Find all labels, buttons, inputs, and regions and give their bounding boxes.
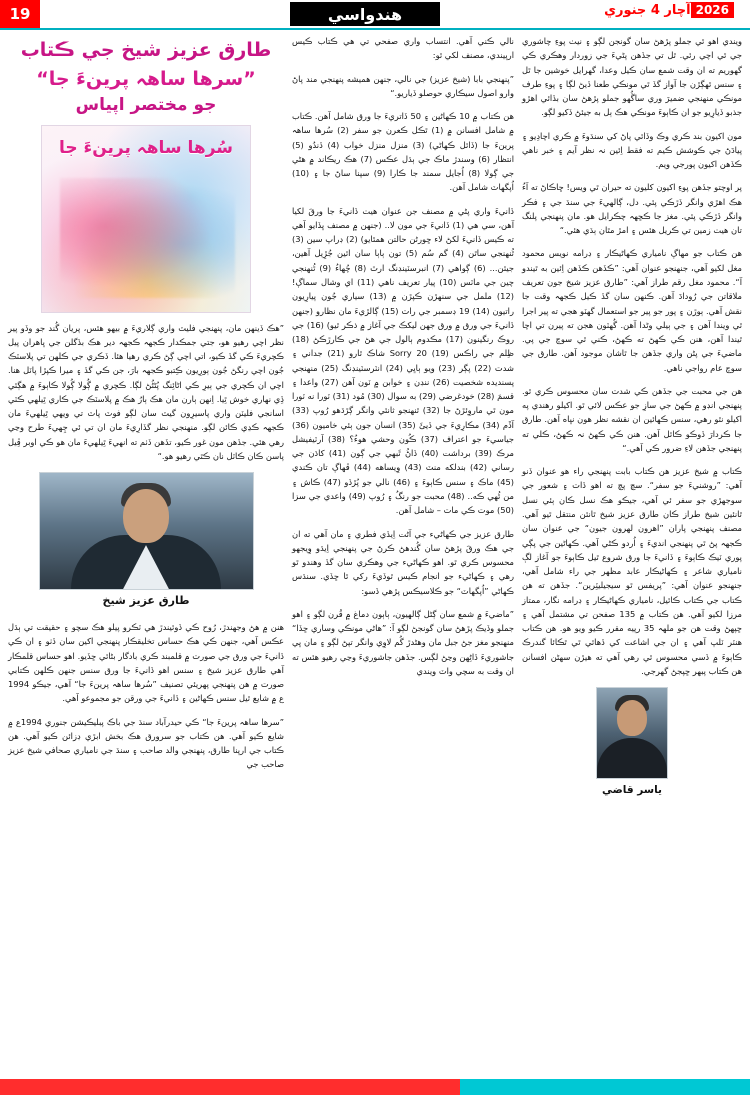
reviewer-photo-body [597,738,667,778]
col1-para-6: ڪتاب ۾ شيخ عزيز هن ڪتاب بابت پنهنجي راء هو عنوان ڏنو آهي: ”روشنيءَ جو سفر“. سچ پچ ته اهو ڏات ۽ شعور جي سوجهڙي جو سفر ئي آهي، جيڪو هڪ نسل ڪان ٻئي نسل ٿانئين شيخ طراز ڪان طارق عزيز شيخ ٿانئن منتقل ٿيو آهي. مصنف پنهنجي پاران ”اهرون لهرون جيون“ جي عنوان سان ڪجهہ پڻ ٿي پنهنجي انديءَ ۽ اُردو ڪڻي آهي. ڪهاڻين جي پڳي پوري ٽيڪ ڪاٻوءَ ۽ ڏانيءَ جا ورق شروع ٿيل ڪاٻوءَ جو آغاز لڳ نامياري شاعر ۽ ڪهاڻيڪار عابد مظهر جي راء شامل آهي، جنهنجو عنوان آهي: ”پريفس ٿو سيجيليٽِرين“. جڏهن ته هن ڪتاب جي ڪتاب ڪائيل، نامياري ڪهاڻيڪار ۽ ڊرامه نگار، ممتاز مرزا لکيو آهي. هن ڪتاب ۾ 135 صفحن تي مشتمل آهي ۽ ڇپهڻ وقت هن جو ملهہ 35 رپيه مقرر ڪيو ويو هو. هن ڪتاب هنٽر ٽلپ آهي ۽ ان جي اشاعت کي ڏهائي ٿي ٿڪائا گندرڪ ڪاٻوءَ ۾ ڏسي محسوس ٿي رهي آهي ته هيڙن سهڻن افسانن هن ڪتاب پبهر ڇپجڻ گهرجي. [522,466,742,676]
col1-para-3: پر اوچتو جڏهن پوءِ اکيون کليون ته حيران ٿي ويس! ڇاڪاڻ ته آءُ هڪ اهڙي وانگر ڏڙڪي پئي. دل، ڳالهيءَ جي سنڌ جي ۽ فڪر وانگر ڏڙڪي پئي. مغز جا ڪڇهہ چڪرايل هو. مان پنهنجي پلنگ تان هيٺ زمين تي ڪريل هئس ۽ امڙ مٿان ٻڌي هئي.“ [522,182,742,236]
book-cover-title: سُرھا ساهہ پرينءَ جا [58,137,234,158]
reviewer-photo-face [617,700,647,736]
page-number: 19 [0,0,40,28]
headline-line-2: ”سرھا ساهہ پرينءَ جا“ [36,67,256,90]
headline-line-3: جو مختصر اپياس [75,95,217,115]
column-one [522,34,742,799]
article-headline [8,34,284,119]
author-photo-face [123,489,169,543]
col2-para-6: ”ماضيءَ ۾ شمع سان ڳڻل ڳالهيون، ٻاٻون دماغ ۾ قُرن لڳو ۽ اهو جملو وڏيڪ پڙهڻ سان گونجڻ لڳو آ: ”هاڻي مونڪي وساري ڇڏا“ منهنجو مغز جڻ جبل مان وهڻدڙ گُم لاوِي وانگر تپڻ لڳو ۽ مان ڀي جاشوريءَ ڏاڻِهن وڃڻ لڳس. جڏهن جاشوريءَ وڃي رهيو هئس ته ان وقت به سچي واٽ ويندي [292,608,514,676]
masthead-logo: هندواسي [290,2,440,26]
reviewer-name: ياسر قاضي [602,784,662,797]
col2-para-3: هن ڪتاب ۾ 10 ڪهاڻين ۽ 50 ڏاتريءَ جا ورق شامل آهن. ڪتاب ۾ شامل افسانن ۾ (1) ٿڪل ڪعرن جو سفر (2) سُرھا ساهہ پرينءَ جا (ڏائل ڪهاڻي) (3) منزل منزل خواب (4) ڏندُو (5) انتظار (6) وسندڙ ماڪ جي ٻڌل عڪس (7) هڪ ريڪاند ۾ هڻي جي ڳولا (8) اُجايل سمند جا ڪارا (9) سپنا ساڻ جا ۽ (10) اُپگهاٽ شامل آهن. [292,111,514,193]
col2-para-1: نالي ڪني آهي. انتساب واري صفحي تي هي ڪتاب ڪيس ارپيندي، مصنف لکي ٿو: [292,36,514,61]
column-two [292,34,514,687]
cover-artwork [60,178,235,298]
col1-para-4: هن ڪتاب جو مهاڳ نامياري ڪهاڻيڪار ۽ ڊرامه نويس محمود مغل لکيو آهي، جنهنجو عنوان آهي: ”ڪڏهن ڪڏهن اِئين به ٿيندو آ“. محمود مغل رقم طراز آهي: ”طارق عزيز شيخ جون تعريف ملاقاتن جي رُودادَ آهن. ڪنهن سان گڏ ڪيل ڪجهہ وقت جا نقش آهي. ٻوڙن ۽ پور جو پير جو استعمال گهٽو هجي ته پير اجرا ٿي ويندا آهن ۽ جي ٻيلي وڻدا آهن. گُهٽون هجن ته پيرن تي اچا ٿيندا آهن، هنن ڪي ڪهڻ ته ڪهڻ، ڪني ٿي سوچ جي پي. ماضيءَ جي پڻن واري جڏهن جا ٿاشان موجود آهن. طارق جي سوچ عام رواجي ناهي. [522,248,742,373]
col2-para-5: طارق عزيز جي ڪهاڻيء جي آڻت اِيڏي فطري ۽ مان آهي ته ان جي هڪ ورقَ پڙهڻ سان گُندهڻ ڪرڻ جي پنهنجي اِيڌو وِيجهو محسوس ڪري ٿو. اهو ڪهاڻيء جي وهڪري سان گڏ وهندو ٿو رهي ۽ ڪهاڻيء جو انجام ڪيس ٿوڏيءَ رکي ٿا ڇڏي. سنڌس ڪهاڻي ”اُپگهاٽ“ جو ڪلاسيڪس پڙهي ڏسو: [292,528,514,596]
author-photo [39,472,254,590]
footer-bar-cyan [460,1079,750,1095]
col1-para-1: ويندي اهو ٿي جملو پڙهڻ سان گونجن لڳو ۽ نيٺ پوءِ چاشوري جي ٿي اچي رئي. ٿل تي جڏهن پڻيءَ جي زوردار وهڪري ڪي گهوريم ته ان وقت شمع سان ڪيل وعدا، گهرايل خوشين جا ٿل ۽ سنس ٿهڳڙن جا آواز گڏ ٿي مونڪي طعنا ڏيڻ لڳا ۽ پوءِ طرف مونڪي منهنجي ضميرَ وري ساڱُهو جملو پڙهڻ سان بڏائي اهڙو جذبو ڏيارِيو جو ان ڪاٻوءَ مونڪي هڪ ٻل به جيئڻ ڏکيو لڳو. [522,36,742,118]
footer-margin [0,1095,750,1109]
col3-para-1: ”هڪ ڏينهن مان، پنهنجي فليٽ واري ڳلاريءَ ۾ بيهو هئس، پريان گُند جو وڏو پير نظر اچي رهيو هو، جتي جمڪدار ڪجهہ ڪجهہ دير هڪ بڏگلن جي ڀاهران پيل ڪچريءَ ڪي گڏ ڪيو، اتي اچي ڳڻ ڪري رهيا هئا. ڏڪري جي ڪلهن تي پلاسٽڪ جُون اچي رنگڻ جُون ٻورِيون ڪِتبو ڪجهہ بارَ، جن ڪي گڏ ۽ ميرا ڪپڙا پاٽل هنا. اچي ان ڪچري جي ٻيرِ ڪي اڻائِنگ پُڻڻُڻ لڳا. ڪچري ۾ ڳُولا ڳُولا ڪاٻوءَ ۾ هڳئي ڏِي نهاري خوش ٿِيا. اِنهن ٻارن مان هڪ ٻارُ هڪ ۾ پلاسٽڪ جي ڪاري ٿِيلهي ڪٽي اسانجي فليٽن واري پاسيرِون گيٽ سان لڳو فوٽ پاٽ تي ويهي ٿِيلهيءَ مان ڪجهہ ڪڍي ڪائن لڳو. منهنجي نظر گڏارِيءَ مان ان تي ئي ڄِهيءَ طرح وڃي رهي هئي. جڏهن مون غور ڪيو، تڏهن ڏٺم ته انهيءَ ٿِيلهيءَ مان هو ڪي اوبر ڦِيل پاسن ڪان ڪاٽل نان ڪٿي رهيو هو.“ [8,322,284,461]
author-photo-caption: طارق عزيز شيخ [102,594,190,608]
col3-para-2: هنن ۾ هڻ وجهندڙ، رُوح ڪي ڏوئيندڙ هي ٽڪرو پيلو هڪ سچو ۽ حقيقت تي ٻڌل عڪس آهي، جنهن ڪي هڪ حساس تخليقڪار پنهنجي اکين سان ڏٺو ۽ ان ڪي ڏانيءَ جي ورق جي صورت ۾ قلمبند ڪري بادگار بڻائي ڇڏيو. اهو حساس قلمڪار آهي طارق عزيز شيخ ۽ سنس اهو ڏانيءَ جا ورق سنس جنهن ڪلهن ڪتابي صورت ۾ هن پنهنجي پهريئي تصنيف ”سُرھا ساهہ پرينءَ جا“ آهي، جيڪو 1994 ع ۾ شايع ٿيل سنس ڪهاڻين ۽ ڏانيءَ جي ورقن جو مجموعو آهي. [8,622,284,704]
headline-line-1: طارق عزيز شيخ جي ڪتاب [20,39,272,61]
issue-date [604,3,740,18]
col2-para-2: ”پنهنجي بابا (شيخ عزيز) جي نالي، جنهن هميشه پنهنجي مند پاڻ وارو اصول سيڪاري حوصلو ڏياريو.“ [292,73,514,98]
reviewer-photo [596,687,668,779]
article-body [0,34,750,1084]
header-divider [0,28,750,30]
book-cover-image [41,125,251,313]
footer-bar-red [0,1079,460,1095]
col1-para-2: مون اکيون بند ڪري وڪ وڏائي پاڻ کي سنڌوءَ ۾ ڪري اچادِيو ۽ پيادَڻ جي ڪوشش ڪيم ته فقط اِئين نہ نظر آيم ۽ خبر ناهي ڪڏهن اکيون پورجي ويم. [522,130,742,170]
col1-para-5: هن جي محبت جي جڏهن ڪي شدت سان محسوس ڪري ٿو. پنهنجي انڊو ۾ ڪهڻ جي سازِ جو عڪس لائي ٿو. اکيلو رهندي په اکيلو نٿو رهي، سنس ڪهائين ان نقشه نظر هون نڀاه آهن. طارق جا ڪردارَ ڏوڪو ڪائل آهن. هنن ڪي ڪهڻ نہ ڪهڻ، ڪلي ته پنهنجي جڏهن لاءِ ضرور ڪي آهي.“ [522,385,742,453]
column-three [8,34,284,781]
col2-para-4: ڏانيءَ واري پڻي ۾ مصنف جن عنوان هيٺ ڏانيءَ جا ورقَ لکيا آهن، سي هي (1) ڏانيءَ جي مون لا.. (جنهن ۾ مصنف ڀڏايو آهي ته ڪيس ڏانيءَ لکڻ لاء ڇورڻن حالتن همٿايو) (2) ڊراپ سين (3) ٿُنهنجي ساٿن (4) گم سُم (5) تون ٻاٻا سان ائين جُڙِيل آهين، جيئن... (6) ڳواهي (7) انبرسٽينڊنگ ارٿ (8) چُهاءُ (9) ٿُنهنجي چين جي ماٽس (10) پيار تعريف ناهي (11) اي وشال سماڳ! (12) ململ جي سنهڙن ڪپڙن ۾ (13) سياري جُون پيارِيون راتيون (14) 19 ڊسمبر جي رات (15) ڳالڙيءَ مان نظارو (جنهن ڏانيءَ جي ورق ۾ ورق جهن ليکڪ جي آغاز ۾ ذڪر ٿيو) (16) جي روڪ رنگينون (17) مڪدوم ٻالول جي هڻ جي ڪارڙڪڻ (18) ظِلم جي راڪس (19) 20 Sorry شاڪ ٿارو (21) جداني ۽ شدت (22) پڳر (23) ويو ٻاڀي (24) انٽرسٽينڊنگ (25) منهنجي پسنديده شخصيت (26) ننڊن ۽ خوابن ۾ ٽون آهن (27) واعدا ۽ قسمَ (28) خودغرضي (29) به سوال (30) مُود (31) ٽورا نه ٽورا مون ٿي ماروِئڙڻ جا (32) ٿنهنجو ثانئي وانگر ڳڙڌهو رُوپ (33) آڏَم (34) مڪارِيءَ جي ڏيئَ (35) انسان جون ٻئي خاميون (36) جياسيءَ جو اعتراف (37) ڪُون وحشي هوءُ؟ (38) آرٽيفيشل مرڪ (39) برداشت (40) ڏاڻُ ٿَبهي جي ڳون (41) کاڌن جي رساني (42) بندلکه منٽ (43) وِيساهه (44) ڦهاڳ تان ڪندي (45) ماڪ ۽ سنس ڪاٻوءَ ۽ (46) نالي جو پُڙڏو (47) ڪاش ۽ من ٿُهي ڪه.. (48) محبت جو رنگُ ۽ رُوپ (49) واعدي جي سزا (50) موت ڪي مات – شامل آهن. [292,205,515,516]
issue-year: 2026 [691,2,734,18]
col3-para-3: ”سرها ساهہ پرينءَ جا“ ڪي حيدرآباد سنڌ جي باڪ پبليڪيشن جنوري 1994ع ۾ شايع ڪيو آهي. هن ڪتاب جو سرورق هڪ بخش ابڙي ڊزائن ڪيو آهي. هن ڪتاب جي ارپنا طارق، پنهنجي والد صاحب ۽ سنڌ جي نامياري صحافي شيخ عزيز صاحب جي [8,716,284,770]
issue-date-text: آچار 4 جنوري [604,3,691,18]
page-header [0,0,750,28]
